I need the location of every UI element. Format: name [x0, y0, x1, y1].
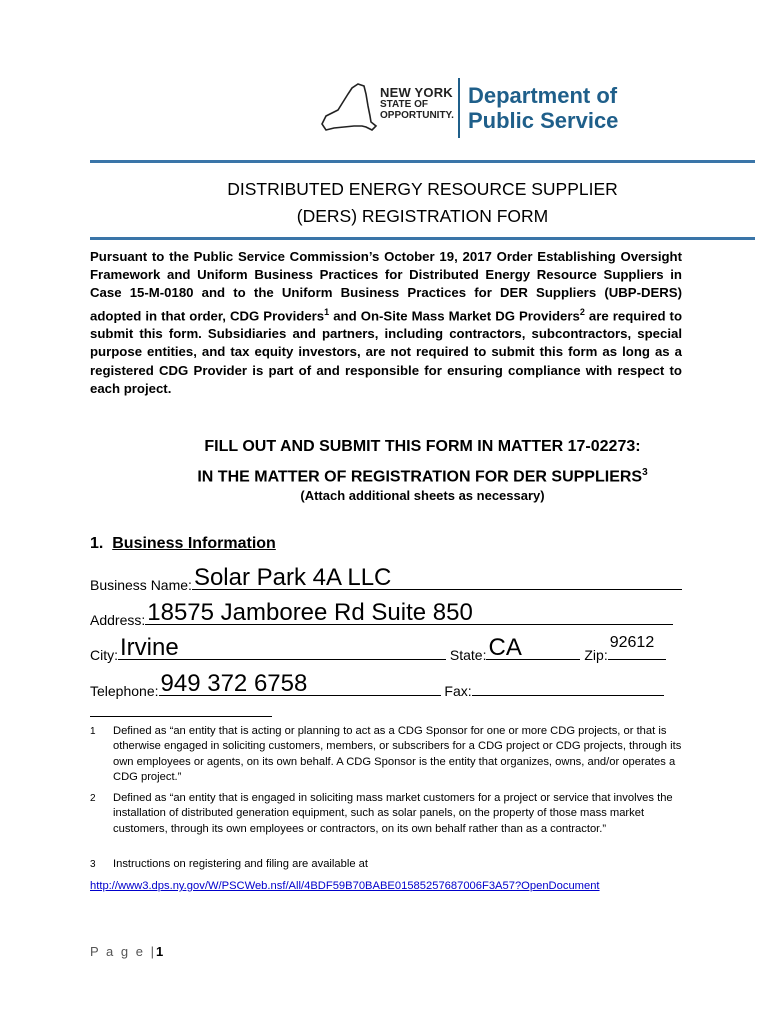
ny-line3: OPPORTUNITY.	[380, 110, 454, 121]
business-name-value: Solar Park 4A LLC	[193, 564, 392, 591]
footnote-3	[90, 857, 685, 872]
section-heading	[90, 535, 276, 553]
intro-paragraph	[90, 248, 682, 398]
telephone-label: Telephone:	[90, 683, 159, 699]
business-name-row	[90, 564, 682, 593]
ny-state-logo-text	[380, 86, 454, 121]
zip-field[interactable]	[608, 634, 666, 660]
zip-value: 92612	[609, 634, 655, 651]
instructions-line2-text: IN THE MATTER OF REGISTRATION FOR DER SUPPLIERS	[197, 468, 643, 486]
intro-part1: Pursuant to the Public Service Commission’s October 19, 2017 Order Establishing Oversight Framework and Uniform Business Practices for Distributed Energy Resource Suppliers in Case 15-M-0180 and to the Uniform Business Practices for DER Suppliers (UBP-DERS) adopted in that order, CDG Providers	[90, 249, 682, 323]
page-label: P a g e |	[90, 944, 156, 959]
business-name-label: Business Name:	[90, 577, 192, 593]
fax-field[interactable]	[472, 679, 664, 696]
footnote-1-text: Defined as “an entity that is acting or planning to act as a CDG Sponsor for one or more CDG projects, or that is otherwise engaged in soliciting customers, members, or subscribers for a CDG project or CDG projects, through its own employees or agents, on its own behalf. A CDG Sponsor is the entity that organizes, owns, and/or operates a CDG project.”	[113, 725, 682, 784]
logo-divider	[458, 78, 460, 138]
footnote-3-text: Instructions on registering and filing are available at	[113, 858, 368, 870]
address-value: 18575 Jamboree Rd Suite 850	[147, 599, 473, 626]
page-number: 1	[155, 944, 164, 959]
intro-part3: are required to submit this form. Subsidiaries and partners, including contractors, subcontractors, special purpose entities, and tax equity investors, are not required to submit this form as long as a registered CDG Provider is part of and responsible for ensuring compliance with respect to each project.	[90, 308, 682, 396]
city-field[interactable]	[118, 634, 446, 661]
business-name-field[interactable]	[192, 564, 682, 591]
title-rule	[90, 237, 755, 240]
ny-state-map-icon	[318, 80, 380, 141]
telephone-fax-row	[90, 670, 664, 699]
address-field[interactable]	[145, 599, 673, 626]
dps-logo-text	[468, 83, 618, 133]
address-row	[90, 599, 673, 628]
footnote-separator	[90, 716, 272, 717]
fax-label: Fax:	[444, 683, 472, 699]
attach-note: (Attach additional sheets as necessary)	[300, 488, 545, 503]
footnote-3-number: 3	[90, 859, 96, 870]
section-title: Business Information	[112, 535, 276, 552]
footnote-2-number: 2	[90, 793, 96, 804]
city-state-zip-row	[90, 634, 666, 663]
footnote-ref-1: 1	[324, 306, 330, 317]
footnote-1	[90, 724, 685, 786]
dept-line1: Department of	[468, 83, 618, 108]
ny-line1: NEW YORK	[380, 85, 453, 100]
intro-part2: and On-Site Mass Market DG Providers	[329, 308, 580, 323]
telephone-field[interactable]	[159, 670, 441, 697]
title-line1: DISTRIBUTED ENERGY RESOURCE SUPPLIER	[227, 179, 618, 199]
footnote-ref-3: 3	[642, 467, 648, 478]
dept-line2: Public Service	[468, 108, 619, 133]
footnote-2-text: Defined as “an entity that is engaged in soliciting mass market customers for a project or service that involves the installation of distributed generation equipment, such as solar panels, on the property of those mass market customers, through its own employees or contractors, on its own behalf rather than as a contractor.”	[113, 792, 673, 835]
footnote-ref-2: 2	[579, 306, 585, 317]
title-line2: (DERS) REGISTRATION FORM	[296, 206, 549, 226]
address-label: Address:	[90, 612, 146, 628]
page-footer	[90, 944, 163, 959]
telephone-value: 949 372 6758	[160, 670, 308, 697]
city-value: Irvine	[120, 634, 179, 661]
ny-line2: STATE OF	[380, 99, 428, 110]
city-label: City:	[90, 647, 118, 663]
state-value: CA	[488, 634, 522, 661]
form-title	[90, 176, 755, 230]
footnote-2	[90, 791, 685, 837]
instructions-line2	[90, 460, 755, 490]
footnote-1-number: 1	[90, 726, 96, 737]
registration-instructions-link[interactable]: http://www3.dps.ny.gov/W/PSCWeb.nsf/All/4BDF59B70BABE01585257687006F3A57?OpenDocument	[90, 880, 600, 892]
submit-instructions	[90, 434, 755, 490]
top-rule	[90, 160, 755, 163]
zip-label: Zip:	[584, 647, 608, 663]
section-number: 1.	[90, 535, 104, 552]
state-label: State:	[449, 647, 487, 663]
state-field[interactable]	[486, 634, 580, 661]
instructions-line1: FILL OUT AND SUBMIT THIS FORM IN MATTER 17-02273:	[204, 438, 641, 455]
